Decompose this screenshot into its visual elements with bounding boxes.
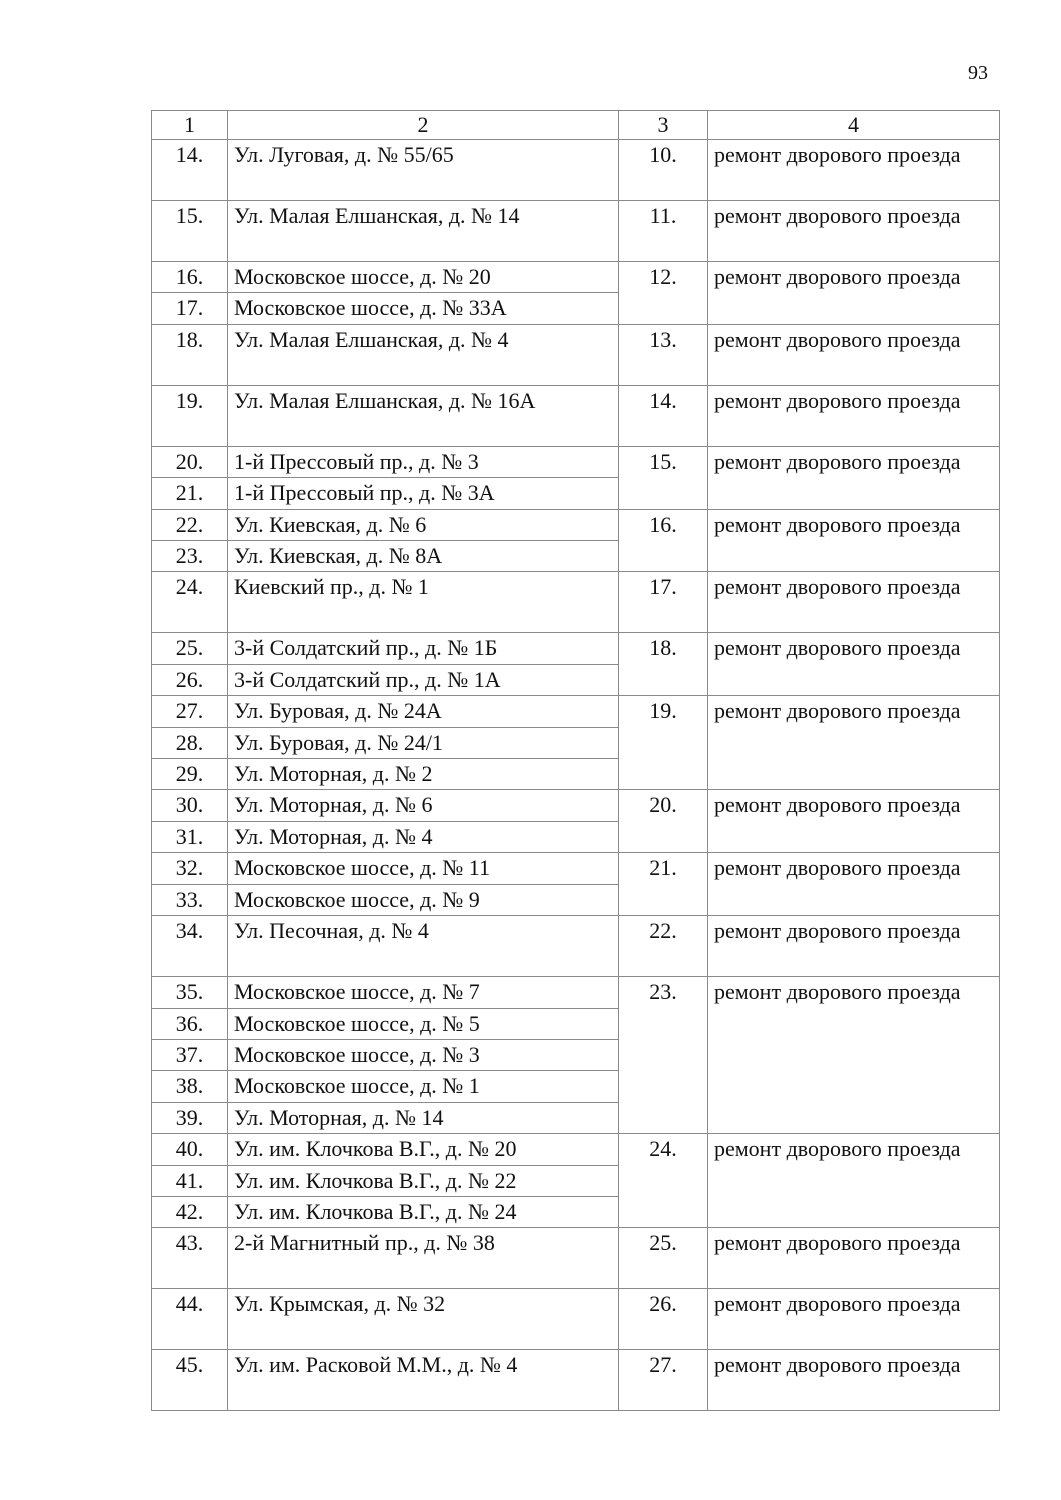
work-type-cell: ремонт дворового проезда xyxy=(708,1289,1000,1350)
work-type-cell: ремонт дворового проезда xyxy=(708,696,1000,790)
table-row xyxy=(152,696,1000,727)
row-number: 42. xyxy=(152,1196,228,1227)
work-type-cell: ремонт дворового проезда xyxy=(708,1134,1000,1228)
address-cell: Ул. им. Расковой М.М., д. № 4 xyxy=(228,1350,619,1411)
header-col-4: 4 xyxy=(708,111,1000,140)
row-number: 39. xyxy=(152,1102,228,1133)
group-number: 26. xyxy=(619,1289,708,1350)
table-row xyxy=(152,262,1000,293)
address-cell: Ул. Моторная, д. № 14 xyxy=(228,1102,619,1133)
group-number: 13. xyxy=(619,324,708,385)
work-type-cell: ремонт дворового проезда xyxy=(708,1228,1000,1289)
address-cell: Ул. Моторная, д. № 6 xyxy=(228,790,619,821)
table-row xyxy=(152,916,1000,977)
address-cell: Ул. Малая Елшанская, д. № 14 xyxy=(228,201,619,262)
table-row xyxy=(152,385,1000,446)
group-number: 15. xyxy=(619,446,708,509)
address-cell: 2-й Магнитный пр., д. № 38 xyxy=(228,1228,619,1289)
row-number: 30. xyxy=(152,790,228,821)
work-type-cell: ремонт дворового проезда xyxy=(708,633,1000,696)
row-number: 28. xyxy=(152,727,228,758)
address-cell: Московское шоссе, д. № 1 xyxy=(228,1071,619,1102)
address-cell: Ул. им. Клочкова В.Г., д. № 20 xyxy=(228,1134,619,1165)
group-number: 27. xyxy=(619,1350,708,1411)
group-number: 19. xyxy=(619,696,708,790)
address-cell: Ул. им. Клочкова В.Г., д. № 22 xyxy=(228,1165,619,1196)
group-number: 16. xyxy=(619,509,708,572)
row-number: 23. xyxy=(152,541,228,572)
row-number: 37. xyxy=(152,1039,228,1070)
table-row xyxy=(152,1228,1000,1289)
group-number: 23. xyxy=(619,977,708,1134)
table-header xyxy=(152,111,1000,140)
address-cell: Ул. Луговая, д. № 55/65 xyxy=(228,140,619,201)
row-number: 14. xyxy=(152,140,228,201)
group-number: 22. xyxy=(619,916,708,977)
row-number: 22. xyxy=(152,509,228,540)
table-row xyxy=(152,790,1000,821)
address-cell: 3-й Солдатский пр., д. № 1Б xyxy=(228,633,619,664)
group-number: 11. xyxy=(619,201,708,262)
work-type-cell: ремонт дворового проезда xyxy=(708,790,1000,853)
work-type-cell: ремонт дворового проезда xyxy=(708,916,1000,977)
table-row xyxy=(152,572,1000,633)
row-number: 40. xyxy=(152,1134,228,1165)
table-body xyxy=(152,140,1000,1411)
row-number: 45. xyxy=(152,1350,228,1411)
group-number: 12. xyxy=(619,262,708,325)
row-number: 16. xyxy=(152,262,228,293)
row-number: 33. xyxy=(152,884,228,915)
work-type-cell: ремонт дворового проезда xyxy=(708,853,1000,916)
address-cell: 1-й Прессовый пр., д. № 3А xyxy=(228,478,619,509)
group-number: 17. xyxy=(619,572,708,633)
work-type-cell: ремонт дворового проезда xyxy=(708,262,1000,325)
table-row xyxy=(152,977,1000,1008)
row-number: 27. xyxy=(152,696,228,727)
table-row xyxy=(152,324,1000,385)
row-number: 20. xyxy=(152,446,228,477)
group-number: 20. xyxy=(619,790,708,853)
table-row xyxy=(152,1134,1000,1165)
address-cell: Московское шоссе, д. № 11 xyxy=(228,853,619,884)
table-row xyxy=(152,201,1000,262)
address-cell: Ул. Малая Елшанская, д. № 16А xyxy=(228,385,619,446)
address-cell: Московское шоссе, д. № 3 xyxy=(228,1039,619,1070)
row-number: 26. xyxy=(152,664,228,695)
header-col-3: 3 xyxy=(619,111,708,140)
row-number: 24. xyxy=(152,572,228,633)
address-cell: Ул. Песочная, д. № 4 xyxy=(228,916,619,977)
group-number: 18. xyxy=(619,633,708,696)
address-cell: Ул. Моторная, д. № 4 xyxy=(228,821,619,852)
address-cell: 1-й Прессовый пр., д. № 3 xyxy=(228,446,619,477)
group-number: 14. xyxy=(619,385,708,446)
group-number: 10. xyxy=(619,140,708,201)
address-cell: Киевский пр., д. № 1 xyxy=(228,572,619,633)
address-cell: Московское шоссе, д. № 5 xyxy=(228,1008,619,1039)
address-cell: Московское шоссе, д. № 9 xyxy=(228,884,619,915)
address-table xyxy=(151,110,1000,1411)
row-number: 31. xyxy=(152,821,228,852)
row-number: 41. xyxy=(152,1165,228,1196)
row-number: 32. xyxy=(152,853,228,884)
table-row xyxy=(152,1350,1000,1411)
row-number: 38. xyxy=(152,1071,228,1102)
group-number: 21. xyxy=(619,853,708,916)
address-cell: Ул. Буровая, д. № 24А xyxy=(228,696,619,727)
header-col-1: 1 xyxy=(152,111,228,140)
address-cell: Ул. Малая Елшанская, д. № 4 xyxy=(228,324,619,385)
address-cell: Ул. Киевская, д. № 6 xyxy=(228,509,619,540)
work-type-cell: ремонт дворового проезда xyxy=(708,201,1000,262)
table-row xyxy=(152,853,1000,884)
table-row xyxy=(152,633,1000,664)
address-cell: Московское шоссе, д. № 7 xyxy=(228,977,619,1008)
group-number: 25. xyxy=(619,1228,708,1289)
work-type-cell: ремонт дворового проезда xyxy=(708,140,1000,201)
work-type-cell: ремонт дворового проезда xyxy=(708,509,1000,572)
address-cell: Ул. Буровая, д. № 24/1 xyxy=(228,727,619,758)
row-number: 43. xyxy=(152,1228,228,1289)
address-cell: Ул. им. Клочкова В.Г., д. № 24 xyxy=(228,1196,619,1227)
address-cell: Ул. Киевская, д. № 8А xyxy=(228,541,619,572)
work-type-cell: ремонт дворового проезда xyxy=(708,977,1000,1134)
table-row xyxy=(152,446,1000,477)
address-cell: Ул. Крымская, д. № 32 xyxy=(228,1289,619,1350)
header-col-2: 2 xyxy=(228,111,619,140)
row-number: 35. xyxy=(152,977,228,1008)
row-number: 36. xyxy=(152,1008,228,1039)
row-number: 17. xyxy=(152,293,228,324)
row-number: 29. xyxy=(152,759,228,790)
row-number: 25. xyxy=(152,633,228,664)
table-row xyxy=(152,509,1000,540)
address-cell: Московское шоссе, д. № 33А xyxy=(228,293,619,324)
work-type-cell: ремонт дворового проезда xyxy=(708,446,1000,509)
row-number: 18. xyxy=(152,324,228,385)
group-number: 24. xyxy=(619,1134,708,1228)
work-type-cell: ремонт дворового проезда xyxy=(708,1350,1000,1411)
address-cell: Московское шоссе, д. № 20 xyxy=(228,262,619,293)
page-number: 93 xyxy=(968,62,988,84)
work-type-cell: ремонт дворового проезда xyxy=(708,324,1000,385)
row-number: 15. xyxy=(152,201,228,262)
row-number: 44. xyxy=(152,1289,228,1350)
table-row xyxy=(152,1289,1000,1350)
table-row xyxy=(152,140,1000,201)
row-number: 34. xyxy=(152,916,228,977)
address-cell: 3-й Солдатский пр., д. № 1А xyxy=(228,664,619,695)
address-cell: Ул. Моторная, д. № 2 xyxy=(228,759,619,790)
row-number: 21. xyxy=(152,478,228,509)
work-type-cell: ремонт дворового проезда xyxy=(708,572,1000,633)
row-number: 19. xyxy=(152,385,228,446)
work-type-cell: ремонт дворового проезда xyxy=(708,385,1000,446)
